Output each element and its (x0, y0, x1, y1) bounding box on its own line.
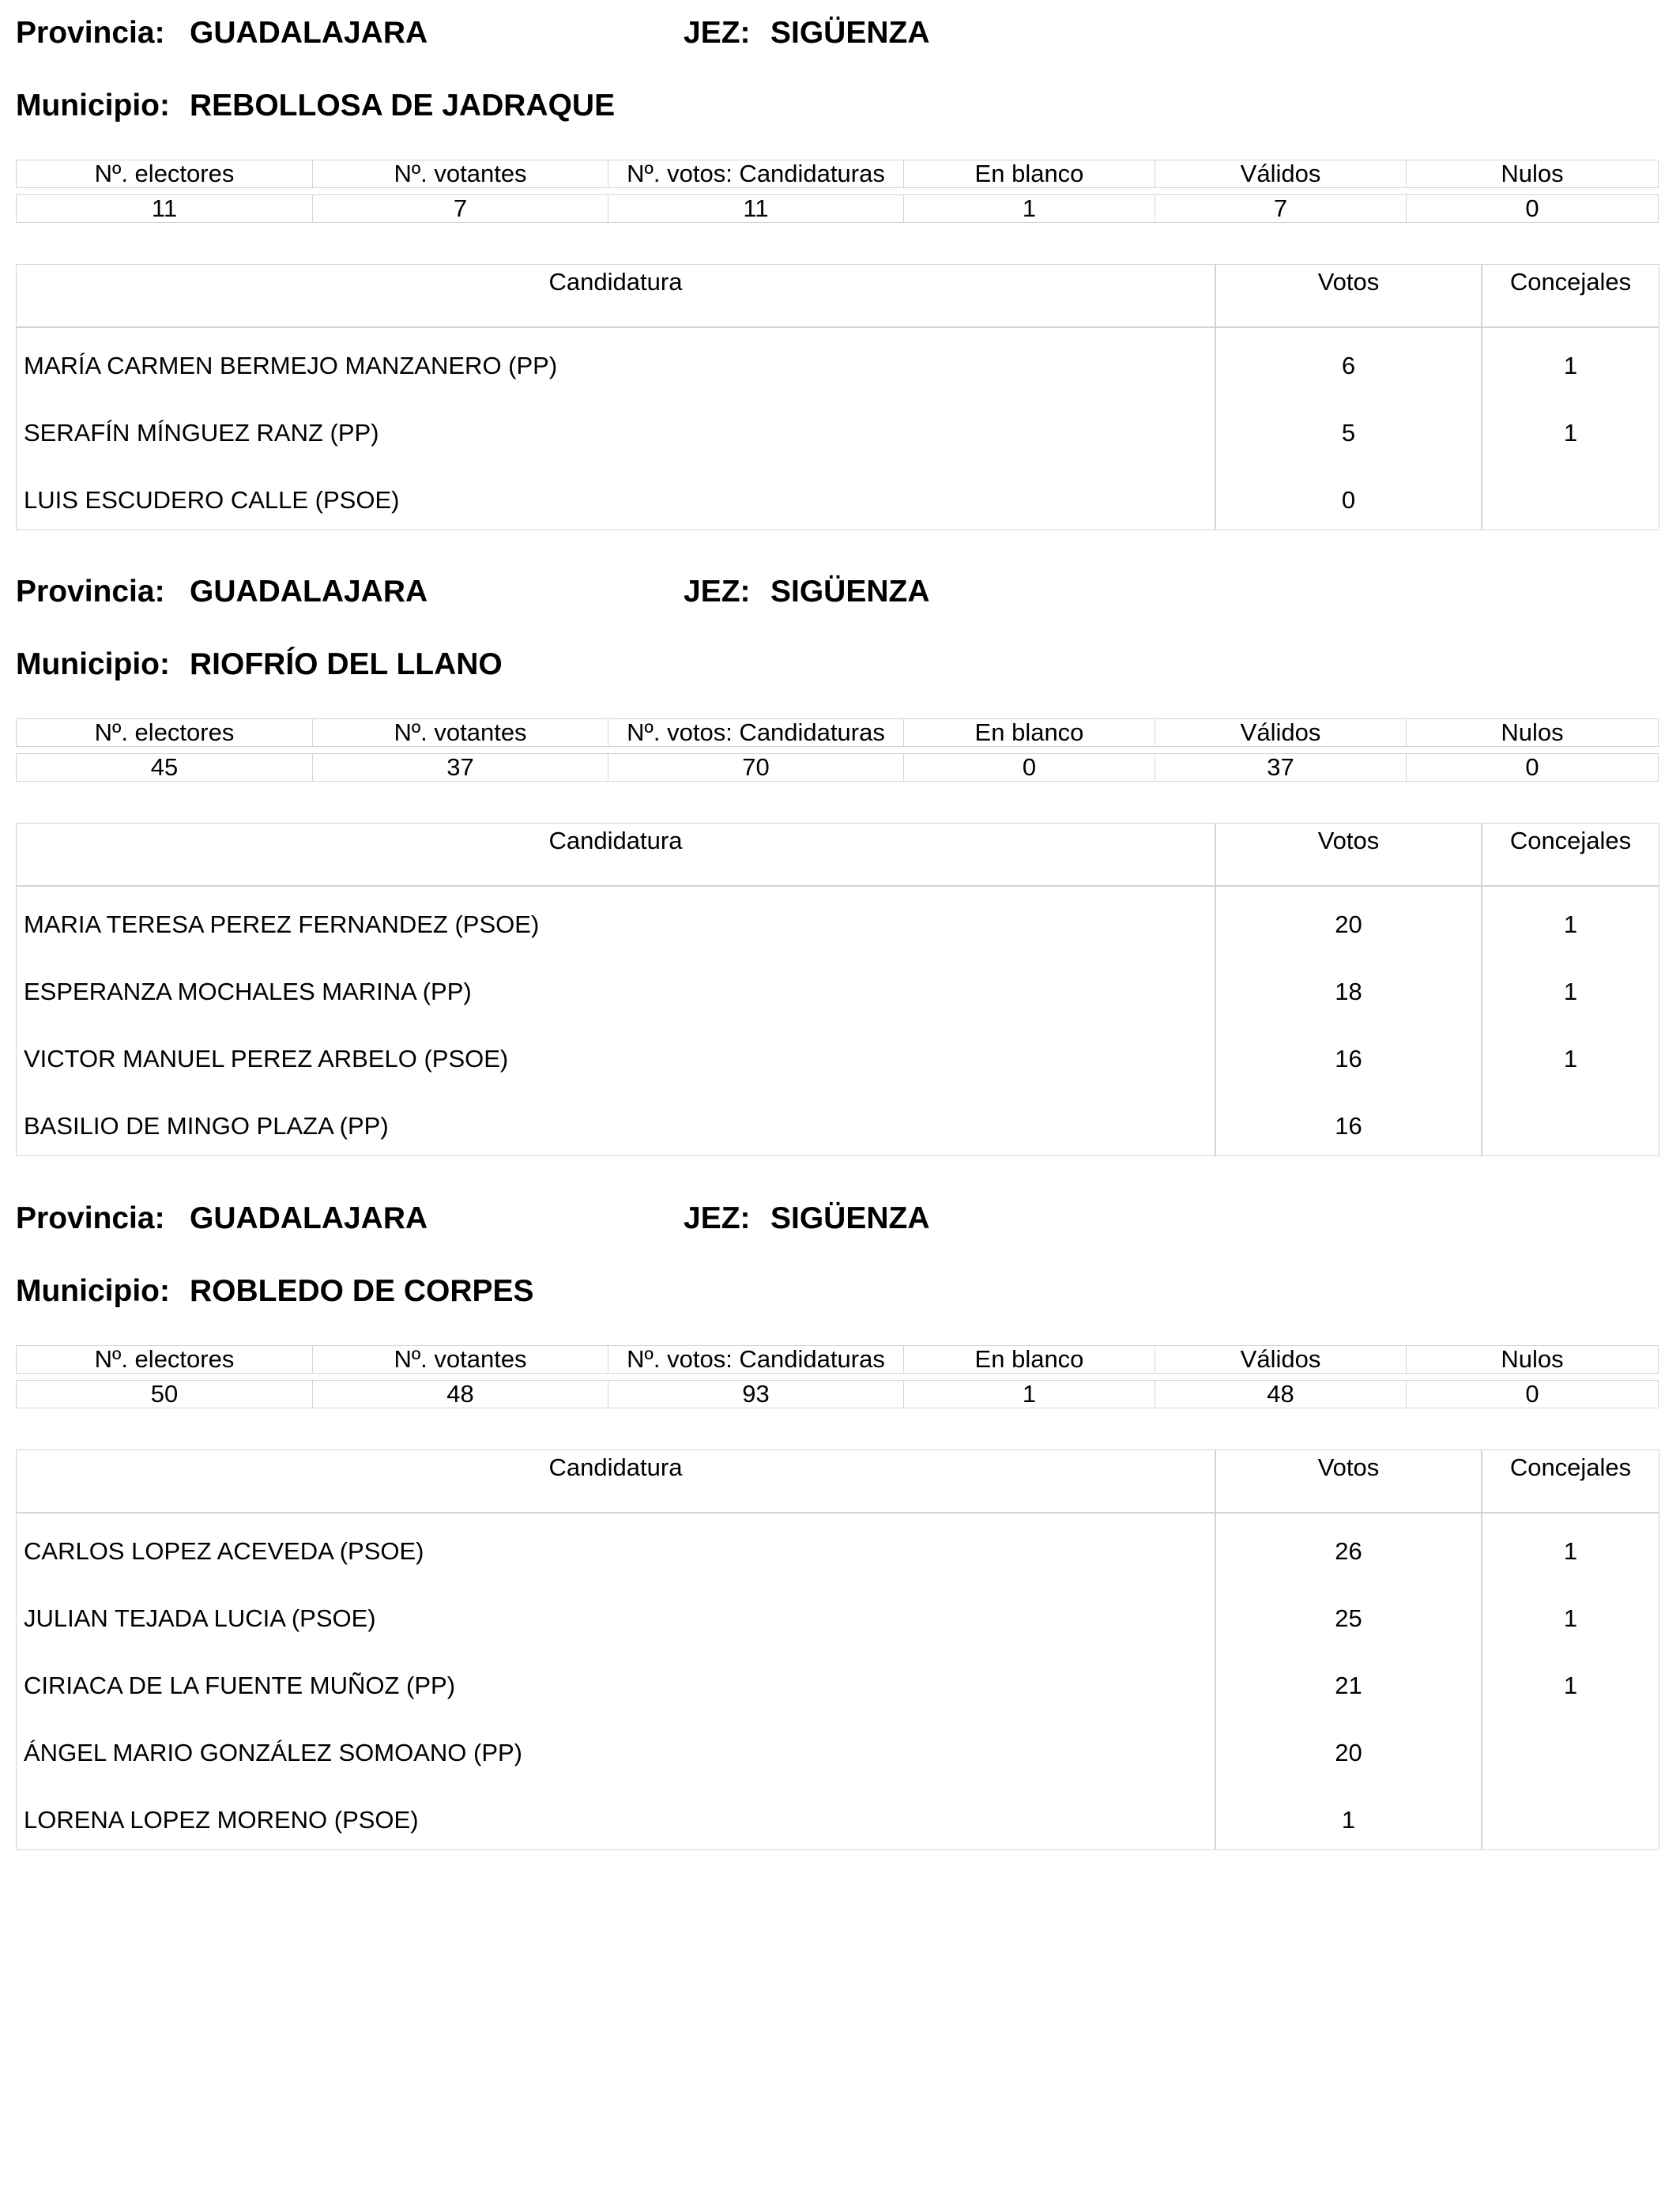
candidate-concejales: 1 (1563, 1672, 1578, 1699)
stats-header-cell: Nulos (1406, 160, 1659, 188)
stats-value-cell: 48 (312, 1380, 608, 1408)
stats-value-cell: 70 (608, 753, 904, 782)
candidate-votes: 5 (1216, 395, 1482, 462)
candidate-name: MARÍA CARMEN BERMEJO MANZANERO (PP) (17, 328, 1216, 395)
candidate-votes: 20 (1216, 887, 1482, 954)
municipio-line (16, 1274, 1659, 1321)
provincia-value: GUADALAJARA (190, 1201, 428, 1235)
candidate-concejales: 1 (1563, 1537, 1578, 1565)
stats-header-row (16, 160, 1659, 188)
candidate-name: JULIAN TEJADA LUCIA (PSOE) (17, 1581, 1216, 1648)
stats-header-cell: Nº. votos: Candidaturas (608, 1345, 904, 1374)
table-row (17, 1715, 1659, 1782)
candidaturas-header-row (17, 265, 1659, 328)
table-row (17, 1648, 1659, 1715)
candidate-name: CARLOS LOPEZ ACEVEDA (PSOE) (17, 1514, 1216, 1581)
candidaturas-body (17, 328, 1659, 530)
candidate-votes: 16 (1216, 1088, 1482, 1155)
stats-value-cell: 11 (608, 194, 904, 223)
municipio-label: Municipio: (16, 647, 170, 681)
stats-table (16, 718, 1659, 782)
stats-header-cell: Válidos (1155, 1345, 1407, 1374)
table-row (17, 1088, 1659, 1155)
provincia-label: Provincia: (16, 575, 165, 609)
municipio-value: REBOLLOSA DE JADRAQUE (190, 89, 616, 123)
table-row (17, 1782, 1659, 1849)
candidaturas-table (16, 264, 1659, 530)
candidate-votes: 1 (1216, 1782, 1482, 1849)
candidaturas-table (16, 823, 1659, 1156)
jez-value: SIGÜENZA (770, 575, 930, 609)
stats-header-cell: Válidos (1155, 160, 1407, 188)
candidaturas-body (17, 1514, 1659, 1849)
stats-header-cell: Nº. electores (16, 160, 313, 188)
stats-header-row (16, 1345, 1659, 1374)
stats-header-cell: Nulos (1406, 718, 1659, 747)
table-row (17, 462, 1659, 530)
stats-header-cell: En blanco (903, 718, 1155, 747)
stats-header-cell: Nº. votos: Candidaturas (608, 718, 904, 747)
provincia-value: GUADALAJARA (190, 575, 428, 609)
stats-value-cell: 0 (1406, 1380, 1659, 1408)
municipio-value: ROBLEDO DE CORPES (190, 1274, 534, 1308)
candidate-name: VICTOR MANUEL PEREZ ARBELO (PSOE) (17, 1021, 1216, 1088)
header-concejales: Concejales (1509, 268, 1632, 296)
stats-value-cell: 48 (1155, 1380, 1407, 1408)
candidate-votes: 0 (1216, 462, 1482, 530)
stats-value-row (16, 1380, 1659, 1408)
stats-value-cell: 0 (903, 753, 1155, 782)
stats-value-cell: 37 (1155, 753, 1407, 782)
stats-value-cell: 1 (903, 194, 1155, 223)
stats-value-cell: 37 (312, 753, 608, 782)
header-votos: Votos (1216, 265, 1482, 326)
stats-header-cell: Nº. electores (16, 1345, 313, 1374)
municipio-line (16, 647, 1659, 695)
candidaturas-table (16, 1449, 1659, 1850)
stats-value-cell: 93 (608, 1380, 904, 1408)
header-candidatura: Candidatura (17, 1450, 1216, 1512)
stats-header-cell: Válidos (1155, 718, 1407, 747)
candidate-concejales: 1 (1563, 978, 1578, 1005)
stats-value-cell: 0 (1406, 194, 1659, 223)
candidate-votes: 26 (1216, 1514, 1482, 1581)
table-row (17, 328, 1659, 395)
provincia-line (16, 1201, 1659, 1249)
header-concejales: Concejales (1509, 1453, 1632, 1481)
table-row (17, 1021, 1659, 1088)
provincia-label: Provincia: (16, 1201, 165, 1235)
candidate-name: MARIA TERESA PEREZ FERNANDEZ (PSOE) (17, 887, 1216, 954)
header-candidatura: Candidatura (17, 265, 1216, 326)
stats-header-cell: Nº. votantes (312, 160, 608, 188)
table-row (17, 1514, 1659, 1581)
candidate-votes: 20 (1216, 1715, 1482, 1782)
candidate-name: SERAFÍN MÍNGUEZ RANZ (PP) (17, 395, 1216, 462)
stats-value-cell: 7 (312, 194, 608, 223)
stats-value-cell: 0 (1406, 753, 1659, 782)
provincia-line (16, 16, 1659, 63)
candidate-name: BASILIO DE MINGO PLAZA (PP) (17, 1088, 1216, 1155)
stats-header-cell: Nº. votos: Candidaturas (608, 160, 904, 188)
provincia-line (16, 575, 1659, 622)
stats-header-cell: Nº. electores (16, 718, 313, 747)
stats-header-cell: En blanco (903, 160, 1155, 188)
stats-header-row (16, 718, 1659, 747)
table-row (17, 954, 1659, 1021)
stats-table (16, 160, 1659, 223)
stats-table (16, 1345, 1659, 1408)
municipio-value: RIOFRÍO DEL LLANO (190, 647, 503, 681)
candidate-concejales: 1 (1563, 419, 1578, 447)
candidate-votes: 25 (1216, 1581, 1482, 1648)
candidate-concejales: 1 (1563, 1604, 1578, 1632)
stats-header-cell: Nº. votantes (312, 718, 608, 747)
stats-value-cell: 45 (16, 753, 313, 782)
header-candidatura: Candidatura (17, 824, 1216, 885)
header-concejales: Concejales (1509, 827, 1632, 854)
stats-value-row (16, 194, 1659, 223)
candidate-concejales (1482, 1088, 1659, 1155)
candidate-votes: 6 (1216, 328, 1482, 395)
municipio-label: Municipio: (16, 89, 170, 123)
candidate-concejales (1482, 462, 1659, 530)
candidate-name: ÁNGEL MARIO GONZÁLEZ SOMOANO (PP) (17, 1715, 1216, 1782)
candidate-votes: 18 (1216, 954, 1482, 1021)
candidate-concejales: 1 (1563, 352, 1578, 379)
candidate-name: LORENA LOPEZ MORENO (PSOE) (17, 1782, 1216, 1849)
candidate-name: CIRIACA DE LA FUENTE MUÑOZ (PP) (17, 1648, 1216, 1715)
candidaturas-header-row (17, 824, 1659, 887)
candidaturas-header-row (17, 1450, 1659, 1514)
table-row (17, 395, 1659, 462)
stats-value-cell: 7 (1155, 194, 1407, 223)
stats-header-cell: Nº. votantes (312, 1345, 608, 1374)
stats-value-cell: 11 (16, 194, 313, 223)
candidate-concejales (1482, 1782, 1659, 1849)
jez-label: JEZ: (684, 16, 751, 50)
provincia-label: Provincia: (16, 16, 165, 50)
stats-header-cell: En blanco (903, 1345, 1155, 1374)
jez-label: JEZ: (684, 1201, 751, 1235)
table-row (17, 887, 1659, 954)
stats-header-cell: Nulos (1406, 1345, 1659, 1374)
municipio-label: Municipio: (16, 1274, 170, 1308)
municipio-line (16, 89, 1659, 136)
candidaturas-body (17, 887, 1659, 1155)
jez-value: SIGÜENZA (770, 16, 930, 50)
candidate-votes: 21 (1216, 1648, 1482, 1715)
jez-label: JEZ: (684, 575, 751, 609)
candidate-name: LUIS ESCUDERO CALLE (PSOE) (17, 462, 1216, 530)
provincia-value: GUADALAJARA (190, 16, 428, 50)
jez-value: SIGÜENZA (770, 1201, 930, 1235)
header-votos: Votos (1216, 824, 1482, 885)
candidate-concejales: 1 (1563, 1045, 1578, 1072)
table-row (17, 1581, 1659, 1648)
stats-value-cell: 1 (903, 1380, 1155, 1408)
candidate-name: ESPERANZA MOCHALES MARINA (PP) (17, 954, 1216, 1021)
header-votos: Votos (1216, 1450, 1482, 1512)
candidate-concejales: 1 (1563, 910, 1578, 938)
stats-value-cell: 50 (16, 1380, 313, 1408)
candidate-votes: 16 (1216, 1021, 1482, 1088)
stats-value-row (16, 753, 1659, 782)
candidate-concejales (1482, 1715, 1659, 1782)
